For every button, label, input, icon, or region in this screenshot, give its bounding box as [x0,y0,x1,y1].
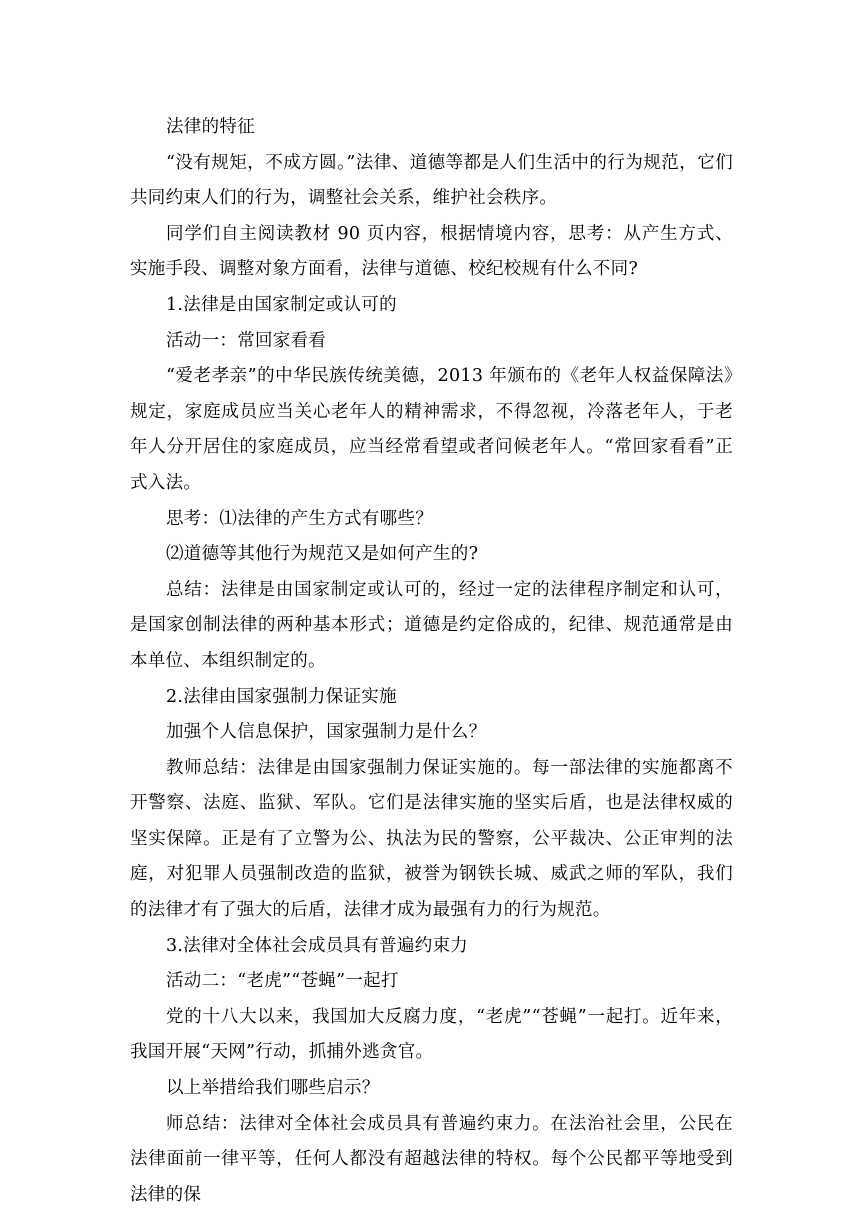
summary-paragraph: 总结：法律是由国家制定或认可的，经过一定的法律程序制定和认可，是国家创制法律的两种基本形式；道德是约定俗成的，纪律、规范通常是由本单位、本组织制定的。 [130,579,733,671]
subheading: 1.法律是由国家制定或认可的 [166,294,397,315]
question-item: 以上举措给我们哪些启示？ [166,1078,380,1099]
question-item: ⑵道德等其他行为规范又是如何产生的? [166,544,479,565]
body-paragraph: “没有规矩，不成方圆。”法律、道德等都是人们生活中的行为规范，它们共同约束人们的行为，调整社会关系，维护社会秩序。 [130,152,733,209]
body-paragraph: “爱老孝亲”的中华民族传统美德，2013 年颁布的《老年人权益保障法》规定，家庭成员应当关心老年人的精神需求，不得忽视，冷落老年人，于老年人分开居住的家庭成员，应当经常看望或者问候老年人。“常回家看看”正式入法。 [130,366,733,493]
document-body [130,110,733,1213]
body-paragraph: 同学们自主阅读教材 90 页内容，根据情境内容，思考：从产生方式、实施手段、调整对象方面看，法律与道德、校纪校规有什么不同? [130,223,733,280]
summary-paragraph: 师总结：法律对全体社会成员具有普遍约束力。在法治社会里，公民在法律面前一律平等，任何人都没有超越法律的特权。每个公民都平等地受到法律的保 [130,1113,733,1205]
question-item: 思考：⑴法律的产生方式有哪些？ [166,508,433,529]
subheading: 3.法律对全体社会成员具有普遍约束力 [166,935,469,956]
activity-heading: 活动一：常回家看看 [166,330,327,351]
summary-paragraph: 教师总结：法律是由国家强制力保证实施的。每一部法律的实施都离不开警察、法庭、监狱、军队。它们是法律实施的坚实后盾，也是法律权威的坚实保障。正是有了立警为公、执法为民的警察，公平裁决、公正审判的法庭，对犯罪人员强制改造的监狱，被誉为钢铁长城、威武之师的军队，我们的法律才有了强大的后盾，法律才成为最强有力的行为规范。 [130,757,733,921]
subheading: 2.法律由国家强制力保证实施 [166,686,397,707]
question-item: 加强个人信息保护，国家强制力是什么？ [166,722,487,743]
activity-heading: 活动二：“老虎”“苍蝇”一起打 [166,971,399,992]
section-title: 法律的特征 [166,117,255,137]
body-paragraph: 党的十八大以来，我国加大反腐力度，“老虎”“苍蝇”一起打。近年来，我国开展“天网”行动，抓捕外逃贪官。 [130,1006,733,1063]
